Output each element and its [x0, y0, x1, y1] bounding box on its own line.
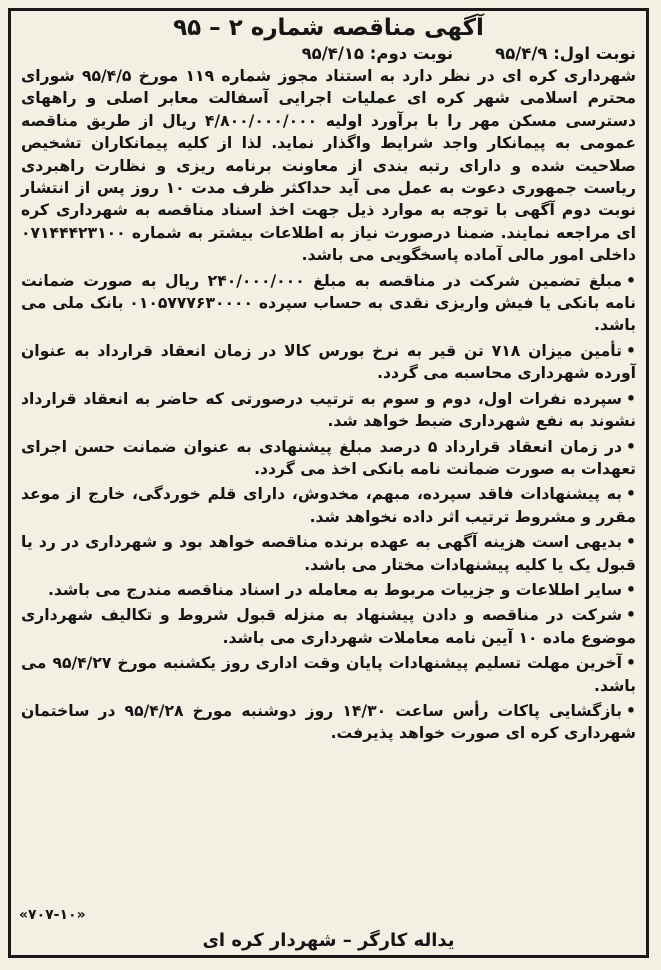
first-publication-date: نوبت اول: ۹۵/۴/۹	[495, 44, 636, 63]
bullet-item	[21, 340, 636, 385]
notice-title: آگهی مناقصه شماره ۲ – ۹۵	[173, 15, 484, 41]
bullet-text: به پیشنهادات فاقد سپرده، مبهم، مخدوش، دارای قلم خوردگی، خارج از موعد مقرر و مشروط ترتیب اثر داده نخواهد شد.	[21, 485, 636, 526]
bullet-item	[21, 700, 636, 745]
bullet-text: آخرین مهلت تسلیم پیشنهادات پایان وقت اداری روز یکشنبه مورخ ۹۵/۴/۲۷ می باشد.	[21, 654, 636, 695]
bullet-item	[21, 388, 636, 433]
bullet-mark: •	[626, 606, 636, 625]
notice-code: «۷۰۷-۱۰»	[19, 907, 86, 923]
bullet-text: در زمان انعقاد قرارداد ۵ درصد مبلغ پیشنهادی به عنوان ضمانت حسن اجرای تعهدات به صورت ضمانت نامه بانکی اخذ می گردد.	[21, 437, 636, 478]
bullet-mark: •	[626, 654, 636, 673]
bullet-text: شرکت در مناقصه و دادن پیشنهاد به منزله قبول شروط و تکالیف شهرداری موضوع ماده ۱۰ آیین نامه معاملات شهرداری می باشد.	[21, 606, 636, 647]
bullet-text: تأمین میزان ۷۱۸ تن قیر به نرخ بورس کالا در زمان انعقاد قرارداد به عنوان آورده شهرداری محاسبه می گردد.	[21, 341, 636, 383]
bullet-mark: •	[626, 533, 636, 552]
bullet-text: سایر اطلاعات و جزییات مربوط به معامله در اسناد مناقصه مندرج می باشد.	[47, 580, 623, 599]
bullet-item	[21, 483, 636, 528]
bullet-item	[21, 579, 636, 601]
bullet-mark: •	[626, 580, 636, 599]
bullet-item	[21, 604, 636, 649]
bullet-mark: •	[626, 389, 636, 408]
bullet-text: سپرده نفرات اول، دوم و سوم به ترتیب درصورتی که حاضر به انعقاد قرارداد نشوند به نفع شهرداری ضبط خواهد شد.	[21, 389, 636, 431]
notice-body	[11, 65, 646, 745]
bullet-mark: •	[626, 341, 636, 360]
bullet-mark: •	[626, 271, 636, 290]
bullet-text: بازگشایی پاکات رأس ساعت ۱۴/۳۰ روز دوشنبه مورخ ۹۵/۴/۲۸ در ساختمان شهرداری کره ای صورت خواهد پذیرفت.	[21, 701, 636, 743]
bullet-item	[21, 270, 636, 337]
tender-notice	[8, 8, 649, 958]
second-publication-date: نوبت دوم: ۹۵/۴/۱۵	[301, 44, 454, 63]
bullet-item	[21, 652, 636, 697]
bullet-text: بدیهی است هزینه آگهی به عهده برنده مناقصه خواهد بود و شهرداری در رد یا قبول یک یا کلیه پیشنهادات مختار می باشد.	[21, 533, 636, 574]
bullet-mark: •	[626, 701, 636, 720]
bullet-mark: •	[626, 437, 636, 456]
signature: یداله کارگر – شهردار کره ای	[202, 930, 455, 951]
bullet-item	[21, 531, 636, 576]
publication-dates	[11, 43, 646, 65]
intro-paragraph: شهرداری کره ای در نظر دارد به استناد مجوز شماره ۱۱۹ مورخ ۹۵/۴/۵ شورای محترم اسلامی شهر کره ای عملیات اجرایی آسفالت معابر اصلی و راههای دسترسی مسکن مهر را با برآورد اولیه ۴/۸۰۰/۰۰۰/۰۰۰ ریال از طریق مناقصه عمومی به پیمانکار واجد شرایط واگذار نماید. لذا از کلیه پیمانکاران تشخیص صلاحیت شده و دارای رتبه بندی از معاونت برنامه ریزی و نظارت راهبردی ریاست جمهوری دعوت به عمل می آید حداکثر ظرف مدت ۱۰ روز پس از انتشار نوبت دوم آگهی با توجه به موارد ذیل جهت اخذ اسناد مناقصه به شهرداری کره ای مراجعه نمایند. ضمنا درصورت نیاز به اطلاعات بیشتر به شماره ۰۷۱۴۴۴۲۳۱۰۰ داخلی امور مالی آماده پاسخگویی می باشد.	[21, 67, 637, 265]
bullet-text: مبلغ تضمین شرکت در مناقصه به مبلغ ۲۴۰/۰۰۰/۰۰۰ ریال به صورت ضمانت نامه بانکی یا فیش واریزی نقدی به حساب سپرده ۰۱۰۵۷۷۷۶۳۰۰۰۰ بانک ملی می باشد.	[21, 271, 636, 335]
bullet-item	[21, 436, 636, 481]
bullet-mark: •	[626, 485, 636, 504]
